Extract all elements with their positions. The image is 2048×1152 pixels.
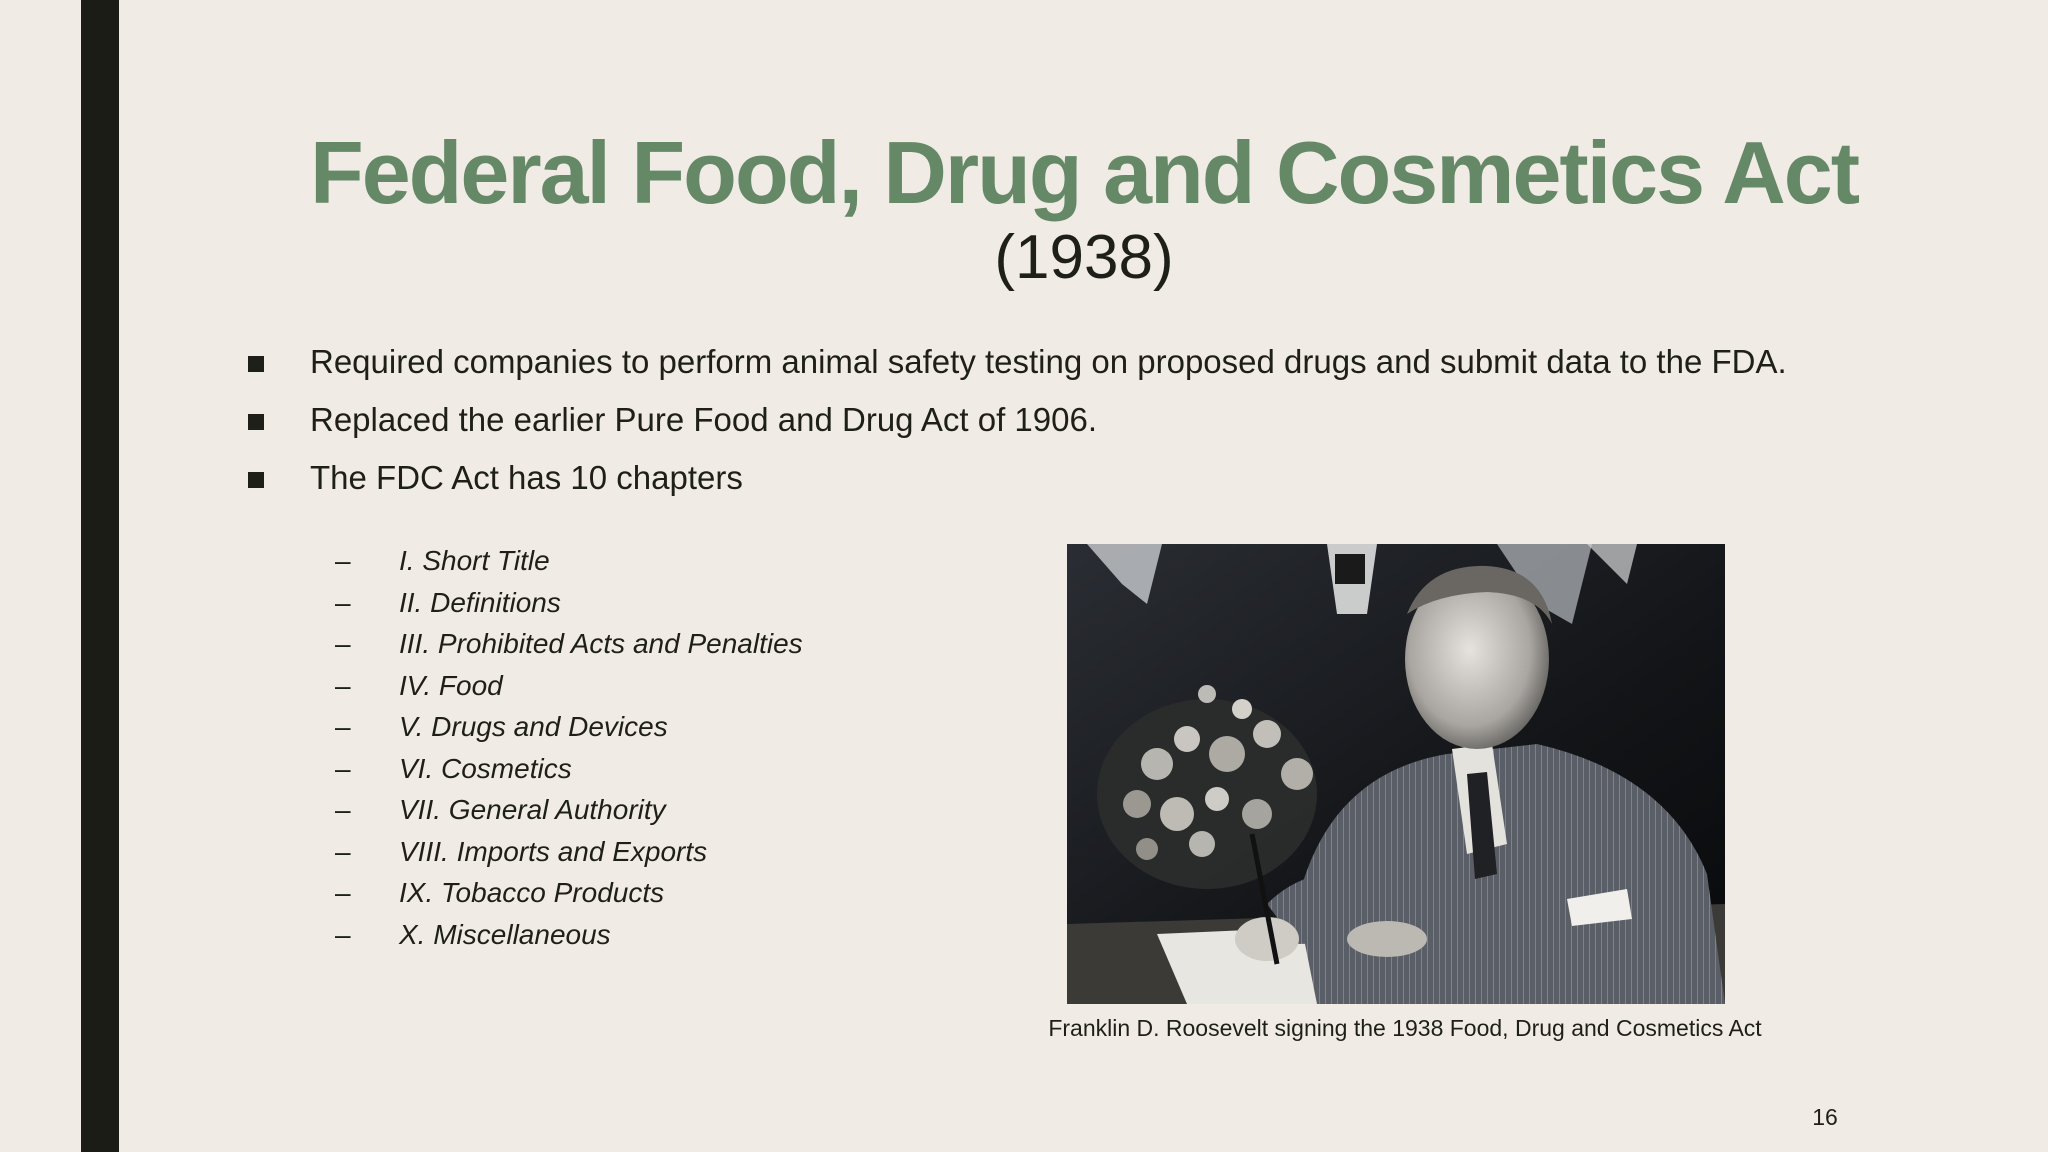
chapter-text: X. Miscellaneous bbox=[399, 918, 611, 950]
dash-marker: – bbox=[335, 669, 351, 701]
bullet-text: Required companies to perform animal safety testing on proposed drugs and submit data to the FDA. bbox=[310, 343, 1787, 380]
roosevelt-photo bbox=[1067, 544, 1725, 1004]
bullet-text: The FDC Act has 10 chapters bbox=[310, 459, 743, 496]
photo-caption: Franklin D. Roosevelt signing the 1938 Food, Drug and Cosmetics Act bbox=[1048, 1015, 1762, 1041]
dash-marker: – bbox=[335, 545, 351, 576]
slide-title: Federal Food, Drug and Cosmetics Act bbox=[309, 123, 1859, 222]
bullet-item bbox=[246, 401, 1816, 438]
square-bullet-icon bbox=[248, 414, 264, 430]
slide-subtitle: (1938) bbox=[994, 223, 1174, 292]
chapter-item bbox=[333, 623, 803, 665]
chapter-text: V. Drugs and Devices bbox=[399, 711, 668, 742]
chapter-item bbox=[333, 872, 803, 914]
chapter-text: VIII. Imports and Exports bbox=[399, 835, 708, 867]
square-bullet-icon bbox=[248, 472, 264, 488]
dash-marker: – bbox=[335, 835, 351, 867]
bullet-item bbox=[246, 459, 1816, 496]
chapter-item bbox=[333, 582, 803, 624]
dash-marker: – bbox=[335, 918, 351, 950]
chapter-item bbox=[333, 914, 803, 956]
chapter-list bbox=[333, 540, 803, 955]
bullet-item bbox=[246, 343, 1816, 380]
photo-illustration bbox=[1067, 544, 1725, 1004]
dash-marker: – bbox=[335, 628, 351, 659]
chapter-text: I. Short Title bbox=[399, 545, 550, 576]
chapter-text: III. Prohibited Acts and Penalties bbox=[399, 628, 803, 659]
dash-marker: – bbox=[335, 711, 351, 742]
chapter-item bbox=[333, 748, 803, 790]
chapter-text: IX. Tobacco Products bbox=[399, 877, 665, 908]
dash-marker: – bbox=[335, 586, 351, 618]
chapter-item bbox=[333, 789, 803, 831]
square-bullet-icon bbox=[248, 356, 264, 372]
chapter-item bbox=[333, 831, 803, 873]
bullet-list bbox=[246, 343, 1816, 520]
chapter-text: VI. Cosmetics bbox=[399, 752, 572, 784]
left-accent-bar bbox=[81, 0, 119, 1152]
chapter-item bbox=[333, 706, 803, 748]
chapter-item bbox=[333, 665, 803, 707]
chapter-text: IV. Food bbox=[399, 669, 503, 701]
bullet-text: Replaced the earlier Pure Food and Drug Act of 1906. bbox=[310, 401, 1097, 438]
page-number: 16 bbox=[1812, 1104, 1838, 1130]
chapter-text: VII. General Authority bbox=[399, 794, 666, 825]
chapter-text: II. Definitions bbox=[399, 586, 561, 618]
dash-marker: – bbox=[335, 877, 351, 908]
chapter-item bbox=[333, 540, 803, 582]
dash-marker: – bbox=[335, 794, 351, 825]
dash-marker: – bbox=[335, 752, 351, 784]
